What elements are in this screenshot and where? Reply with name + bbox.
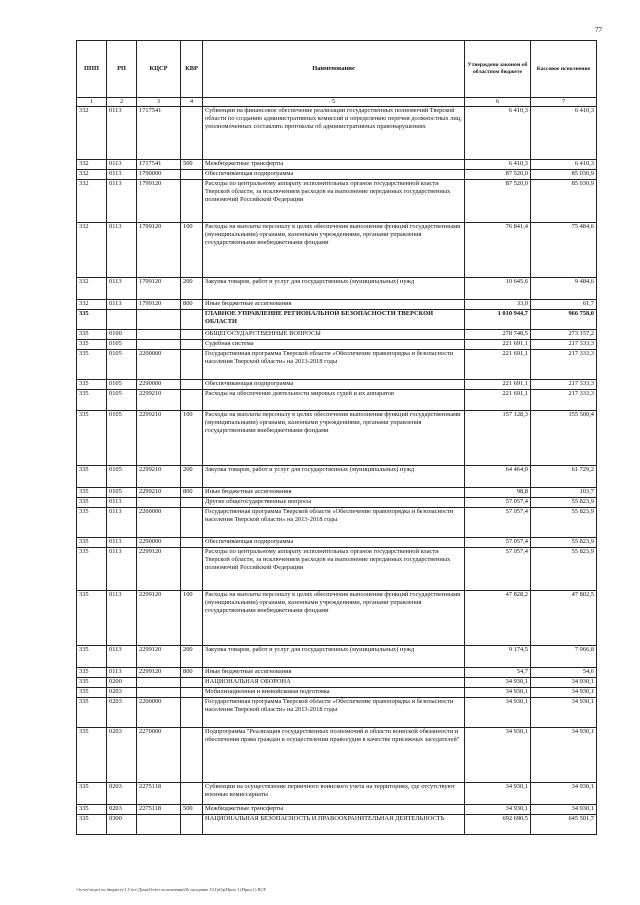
- cell-name: Обеспечивающая подпрограмма: [203, 380, 465, 390]
- cell-kcsr: 2299120: [137, 548, 181, 591]
- cell-ppp: 332: [77, 180, 107, 223]
- cell-rp: 0200: [107, 678, 137, 688]
- table-row: [77, 688, 597, 698]
- cell-approved: 87 520,0: [465, 180, 531, 223]
- cell-approved: 54,7: [465, 668, 531, 678]
- cell-kvr: [181, 678, 203, 688]
- cell-cash: 34 930,1: [531, 698, 597, 728]
- cell-approved: 34 930,1: [465, 805, 531, 815]
- cell-name: Государственная программа Тверской области «Обеспечение правопорядка и безопасности населения Тверской области» на 2013-2018 годы: [203, 698, 465, 728]
- cell-cash: 47 802,5: [531, 591, 597, 646]
- cell-rp: 0105: [107, 380, 137, 390]
- cell-kcsr: 2299120: [137, 646, 181, 668]
- cell-ppp: 335: [77, 488, 107, 498]
- cell-kcsr: [137, 340, 181, 350]
- cell-ppp: 335: [77, 508, 107, 538]
- cell-kvr: 800: [181, 668, 203, 678]
- cell-approved: 9 174,5: [465, 646, 531, 668]
- cell-cash: 85 030,9: [531, 180, 597, 223]
- cell-approved: 221 691,1: [465, 390, 531, 411]
- cell-rp: 0113: [107, 170, 137, 180]
- table-row: [77, 538, 597, 548]
- cell-kvr: [181, 548, 203, 591]
- cell-name: Расходы по центральному аппарату исполнительных органов государственной власти Тверской области, за исключением расходов на выполнение переданных государственных полномочий Российской Федерации: [203, 180, 465, 223]
- cell-rp: 0113: [107, 278, 137, 300]
- column-number: 1: [77, 98, 107, 107]
- cell-kcsr: 2200000: [137, 698, 181, 728]
- cell-approved: 57 057,4: [465, 508, 531, 538]
- column-number: 3: [137, 98, 181, 107]
- cell-kvr: [181, 170, 203, 180]
- cell-ppp: 332: [77, 160, 107, 170]
- cell-rp: 0300: [107, 815, 137, 835]
- table-row: [77, 390, 597, 411]
- cell-ppp: 335: [77, 538, 107, 548]
- cell-rp: 0105: [107, 488, 137, 498]
- table-row: [77, 488, 597, 498]
- cell-rp: 0113: [107, 668, 137, 678]
- cell-rp: 0203: [107, 688, 137, 698]
- cell-kvr: [181, 380, 203, 390]
- cell-kvr: 200: [181, 646, 203, 668]
- cell-cash: 217 333,3: [531, 350, 597, 380]
- cell-rp: 0113: [107, 548, 137, 591]
- cell-name: Субвенции на финансовое обеспечение реализации государственных полномочий Тверской области по созданию административных комиссий и определению перечня должностных лиц, уполномоченных составлять протоколы об административных правонарушениях: [203, 107, 465, 160]
- cell-kvr: [181, 508, 203, 538]
- cell-ppp: 335: [77, 498, 107, 508]
- cell-cash: 55 823,9: [531, 498, 597, 508]
- cell-rp: 0105: [107, 466, 137, 488]
- cell-approved: 47 828,2: [465, 591, 531, 646]
- cell-ppp: 335: [77, 668, 107, 678]
- cell-ppp: 335: [77, 411, 107, 466]
- cell-cash: 55 823,9: [531, 538, 597, 548]
- file-path-footer: \\fs-srv\отдел по бюджету\1 Сесс\Дума\Отчет исполнения\06 заседание 10.ГрОр\Прил 1 (Прил 1) ВСР: [76, 887, 266, 892]
- cell-approved: 34 930,1: [465, 728, 531, 783]
- cell-name: Расходы на выплаты персоналу в целях обеспечения выполнения функций государственными (муниципальными) органами, казенными учреждениями, органами управления государственными внебюджетными фондами: [203, 411, 465, 466]
- column-number: 7: [531, 98, 597, 107]
- cell-kvr: [181, 688, 203, 698]
- table-row: [77, 350, 597, 380]
- table-row: [77, 646, 597, 668]
- cell-kcsr: [137, 688, 181, 698]
- cell-rp: 0113: [107, 591, 137, 646]
- cell-approved: 87 520,0: [465, 170, 531, 180]
- cell-kcsr: [137, 330, 181, 340]
- cell-rp: 0113: [107, 538, 137, 548]
- cell-kvr: [181, 340, 203, 350]
- cell-kvr: [181, 310, 203, 330]
- cell-ppp: 335: [77, 310, 107, 330]
- cell-approved: 157 128,3: [465, 411, 531, 466]
- cell-kvr: 500: [181, 160, 203, 170]
- cell-approved: 34 930,1: [465, 678, 531, 688]
- cell-kcsr: 1799120: [137, 278, 181, 300]
- cell-kvr: [181, 330, 203, 340]
- cell-kvr: 200: [181, 466, 203, 488]
- cell-rp: 0203: [107, 728, 137, 783]
- cell-cash: 34 930,1: [531, 783, 597, 805]
- cell-kcsr: 2299120: [137, 591, 181, 646]
- cell-cash: 6 410,3: [531, 160, 597, 170]
- cell-kcsr: 2275118: [137, 805, 181, 815]
- table-row: [77, 783, 597, 805]
- page-number: 77: [595, 26, 602, 34]
- cell-ppp: 335: [77, 548, 107, 591]
- table-row: [77, 466, 597, 488]
- cell-cash: 6 410,3: [531, 107, 597, 160]
- cell-ppp: 332: [77, 170, 107, 180]
- cell-kvr: 800: [181, 488, 203, 498]
- cell-ppp: 335: [77, 330, 107, 340]
- cell-kcsr: 2290000: [137, 380, 181, 390]
- header-kcsr: КЦСР: [137, 41, 181, 98]
- cell-rp: 0105: [107, 390, 137, 411]
- cell-ppp: 335: [77, 646, 107, 668]
- cell-ppp: 335: [77, 728, 107, 783]
- cell-kcsr: 2200000: [137, 350, 181, 380]
- cell-name: Иные бюджетные ассигнования: [203, 668, 465, 678]
- table-row: [77, 380, 597, 390]
- cell-kvr: [181, 180, 203, 223]
- table-row: [77, 678, 597, 688]
- cell-kvr: [181, 538, 203, 548]
- cell-name: Иные бюджетные ассигнования: [203, 488, 465, 498]
- header-cash: Кассовое исполнение: [531, 41, 597, 98]
- cell-kcsr: 2299210: [137, 488, 181, 498]
- cell-approved: 221 691,1: [465, 380, 531, 390]
- cell-approved: 57 057,4: [465, 548, 531, 591]
- cell-kvr: [181, 390, 203, 411]
- cell-kvr: 100: [181, 591, 203, 646]
- cell-cash: 34 930,1: [531, 805, 597, 815]
- cell-approved: 1 010 944,7: [465, 310, 531, 330]
- cell-name: Подпрограмма "Реализация государственных полномочий в области воинской обязанности и обеспечения права граждан в осуществлении правосудия в качестве присяжных заседателей": [203, 728, 465, 783]
- cell-name: Межбюджетные трансферты: [203, 160, 465, 170]
- cell-name: Судебная система: [203, 340, 465, 350]
- cell-kvr: [181, 698, 203, 728]
- cell-name: Межбюджетные трансферты: [203, 805, 465, 815]
- cell-kcsr: 1717541: [137, 107, 181, 160]
- cell-name: Расходы на обеспечение деятельности мировых судей и их аппаратов: [203, 390, 465, 411]
- cell-approved: 221 691,1: [465, 340, 531, 350]
- cell-rp: 0105: [107, 340, 137, 350]
- cell-name: ГЛАВНОЕ УПРАВЛЕНИЕ РЕГИОНАЛЬНОЙ БЕЗОПАСНОСТИ ТВЕРСКОЙ ОБЛАСТИ: [203, 310, 465, 330]
- cell-ppp: 335: [77, 805, 107, 815]
- cell-kcsr: [137, 498, 181, 508]
- cell-kcsr: 2270000: [137, 728, 181, 783]
- cell-ppp: 335: [77, 678, 107, 688]
- cell-approved: 221 691,1: [465, 350, 531, 380]
- table-row: [77, 728, 597, 783]
- cell-cash: 75 484,6: [531, 223, 597, 278]
- column-number: 5: [203, 98, 465, 107]
- cell-ppp: 335: [77, 591, 107, 646]
- cell-approved: 34 930,1: [465, 698, 531, 728]
- cell-name: Другие общегосударственные вопросы: [203, 498, 465, 508]
- cell-rp: 0113: [107, 223, 137, 278]
- cell-cash: 34 930,1: [531, 688, 597, 698]
- cell-rp: 0203: [107, 698, 137, 728]
- header-approved: Утверждено законом об областном бюджете: [465, 41, 531, 98]
- cell-ppp: 335: [77, 466, 107, 488]
- cell-name: НАЦИОНАЛЬНАЯ ОБОРОНА: [203, 678, 465, 688]
- cell-ppp: 332: [77, 223, 107, 278]
- cell-rp: [107, 310, 137, 330]
- cell-cash: 273 157,2: [531, 330, 597, 340]
- cell-ppp: 335: [77, 380, 107, 390]
- cell-rp: 0203: [107, 783, 137, 805]
- cell-approved: 34 930,1: [465, 688, 531, 698]
- table-row: [77, 170, 597, 180]
- cell-kcsr: 1790000: [137, 170, 181, 180]
- column-number: 4: [181, 98, 203, 107]
- cell-name: Государственная программа Тверской области «Обеспечение правопорядка и безопасности населения Тверской области» на 2013-2018 годы: [203, 350, 465, 380]
- cell-kcsr: 2200000: [137, 508, 181, 538]
- cell-approved: 34 930,1: [465, 783, 531, 805]
- cell-kvr: [181, 350, 203, 380]
- cell-name: Обеспечивающая подпрограмма: [203, 538, 465, 548]
- cell-kcsr: 2290000: [137, 538, 181, 548]
- table-row: [77, 107, 597, 160]
- table-row: [77, 223, 597, 278]
- cell-name: НАЦИОНАЛЬНАЯ БЕЗОПАСНОСТЬ И ПРАВООХРАНИТЕЛЬНАЯ ДЕЯТЕЛЬНОСТЬ: [203, 815, 465, 835]
- cell-rp: 0100: [107, 330, 137, 340]
- cell-approved: 278 748,5: [465, 330, 531, 340]
- cell-kcsr: 2275118: [137, 783, 181, 805]
- cell-kcsr: 2299120: [137, 668, 181, 678]
- expenditure-table: [76, 40, 597, 835]
- cell-cash: 55 823,9: [531, 508, 597, 538]
- cell-kcsr: 1717541: [137, 160, 181, 170]
- table-row: [77, 160, 597, 170]
- cell-approved: 6 410,3: [465, 107, 531, 160]
- cell-kvr: [181, 815, 203, 835]
- cell-kvr: 100: [181, 223, 203, 278]
- cell-kcsr: [137, 815, 181, 835]
- cell-rp: 0113: [107, 646, 137, 668]
- table-row: [77, 330, 597, 340]
- cell-cash: 55 823,9: [531, 548, 597, 591]
- cell-kvr: [181, 783, 203, 805]
- table-row: [77, 508, 597, 538]
- cell-ppp: 335: [77, 688, 107, 698]
- cell-rp: 0113: [107, 180, 137, 223]
- cell-name: Расходы на выплаты персоналу в целях обеспечения выполнения функций государственными (муниципальными) органами, казенными учреждениями, органами управления государственными внебюджетными фондами: [203, 591, 465, 646]
- cell-rp: 0113: [107, 300, 137, 310]
- cell-rp: 0113: [107, 107, 137, 160]
- cell-rp: 0105: [107, 411, 137, 466]
- cell-ppp: 332: [77, 107, 107, 160]
- cell-approved: 33,0: [465, 300, 531, 310]
- header-rp: РП: [107, 41, 137, 98]
- cell-approved: 98,8: [465, 488, 531, 498]
- cell-cash: 7 966,8: [531, 646, 597, 668]
- cell-cash: 85 030,9: [531, 170, 597, 180]
- table-row: [77, 698, 597, 728]
- table-row: [77, 668, 597, 678]
- table-row: [77, 310, 597, 330]
- cell-name: Государственная программа Тверской области «Обеспечение правопорядка и безопасности населения Тверской области» на 2013-2018 годы: [203, 508, 465, 538]
- cell-kvr: [181, 107, 203, 160]
- cell-rp: 0113: [107, 160, 137, 170]
- table-row: [77, 805, 597, 815]
- cell-kcsr: 2299210: [137, 466, 181, 488]
- cell-kcsr: 2299210: [137, 411, 181, 466]
- header-name: Наименование: [203, 41, 465, 98]
- cell-cash: 217 333,3: [531, 340, 597, 350]
- cell-cash: 9 484,6: [531, 278, 597, 300]
- cell-kvr: [181, 728, 203, 783]
- table-row: [77, 815, 597, 835]
- cell-name: Мобилизационная и вневойсковая подготовка: [203, 688, 465, 698]
- cell-kvr: 100: [181, 411, 203, 466]
- cell-ppp: 335: [77, 698, 107, 728]
- cell-ppp: 335: [77, 390, 107, 411]
- column-number: 6: [465, 98, 531, 107]
- cell-rp: 0203: [107, 805, 137, 815]
- cell-kvr: 500: [181, 805, 203, 815]
- column-number-row: [77, 98, 597, 107]
- table-row: [77, 278, 597, 300]
- cell-cash: 61,7: [531, 300, 597, 310]
- table-row: [77, 300, 597, 310]
- header-kvr: КВР: [181, 41, 203, 98]
- cell-ppp: 335: [77, 350, 107, 380]
- table-row: [77, 411, 597, 466]
- cell-kcsr: 1799120: [137, 180, 181, 223]
- table-row: [77, 180, 597, 223]
- cell-rp: 0113: [107, 498, 137, 508]
- header-ppp: ППП: [77, 41, 107, 98]
- cell-approved: 64 464,0: [465, 466, 531, 488]
- cell-ppp: 335: [77, 783, 107, 805]
- cell-ppp: 335: [77, 815, 107, 835]
- cell-rp: 0105: [107, 350, 137, 380]
- cell-name: Субвенции на осуществление первичного воинского учета на территориях, где отсутствуют военные комиссариаты: [203, 783, 465, 805]
- cell-name: Закупка товаров, работ и услуг для государственных (муниципальных) нужд: [203, 646, 465, 668]
- table-header-row: [77, 41, 597, 98]
- cell-ppp: 332: [77, 278, 107, 300]
- cell-kcsr: [137, 310, 181, 330]
- cell-approved: 57 057,4: [465, 538, 531, 548]
- cell-cash: 34 930,1: [531, 678, 597, 688]
- table-row: [77, 340, 597, 350]
- cell-kcsr: 1799120: [137, 223, 181, 278]
- table-row: [77, 498, 597, 508]
- cell-ppp: 332: [77, 300, 107, 310]
- cell-name: Закупка товаров, работ и услуг для государственных (муниципальных) нужд: [203, 466, 465, 488]
- cell-kcsr: 2299210: [137, 390, 181, 411]
- column-number: 2: [107, 98, 137, 107]
- cell-cash: 61 729,2: [531, 466, 597, 488]
- cell-rp: 0113: [107, 508, 137, 538]
- cell-approved: 10 645,6: [465, 278, 531, 300]
- cell-name: Иные бюджетные ассигнования: [203, 300, 465, 310]
- cell-approved: 692 690,5: [465, 815, 531, 835]
- cell-approved: 76 841,4: [465, 223, 531, 278]
- cell-cash: 217 333,3: [531, 380, 597, 390]
- cell-kcsr: [137, 678, 181, 688]
- cell-name: Закупка товаров, работ и услуг для государственных (муниципальных) нужд: [203, 278, 465, 300]
- cell-cash: 155 500,4: [531, 411, 597, 466]
- cell-cash: 217 333,3: [531, 390, 597, 411]
- table-row: [77, 591, 597, 646]
- cell-cash: 966 758,0: [531, 310, 597, 330]
- cell-ppp: 335: [77, 340, 107, 350]
- cell-kvr: 800: [181, 300, 203, 310]
- cell-kvr: [181, 498, 203, 508]
- cell-cash: 54,6: [531, 668, 597, 678]
- cell-kvr: 200: [181, 278, 203, 300]
- cell-cash: 34 930,1: [531, 728, 597, 783]
- cell-approved: 57 057,4: [465, 498, 531, 508]
- cell-cash: 103,7: [531, 488, 597, 498]
- table-row: [77, 548, 597, 591]
- cell-name: Обеспечивающая подпрограмма: [203, 170, 465, 180]
- cell-approved: 6 410,3: [465, 160, 531, 170]
- cell-name: ОБЩЕГОСУДАРСТВЕННЫЕ ВОПРОСЫ: [203, 330, 465, 340]
- cell-name: Расходы по центральному аппарату исполнительных органов государственной власти Тверской области, за исключением расходов на выполнение переданных государственных полномочий Российской Федерации: [203, 548, 465, 591]
- cell-cash: 645 501,7: [531, 815, 597, 835]
- cell-kcsr: 1799120: [137, 300, 181, 310]
- cell-name: Расходы на выплаты персоналу в целях обеспечения выполнения функций государственными (муниципальными) органами, казенными учреждениями, органами управления государственными внебюджетными фондами: [203, 223, 465, 278]
